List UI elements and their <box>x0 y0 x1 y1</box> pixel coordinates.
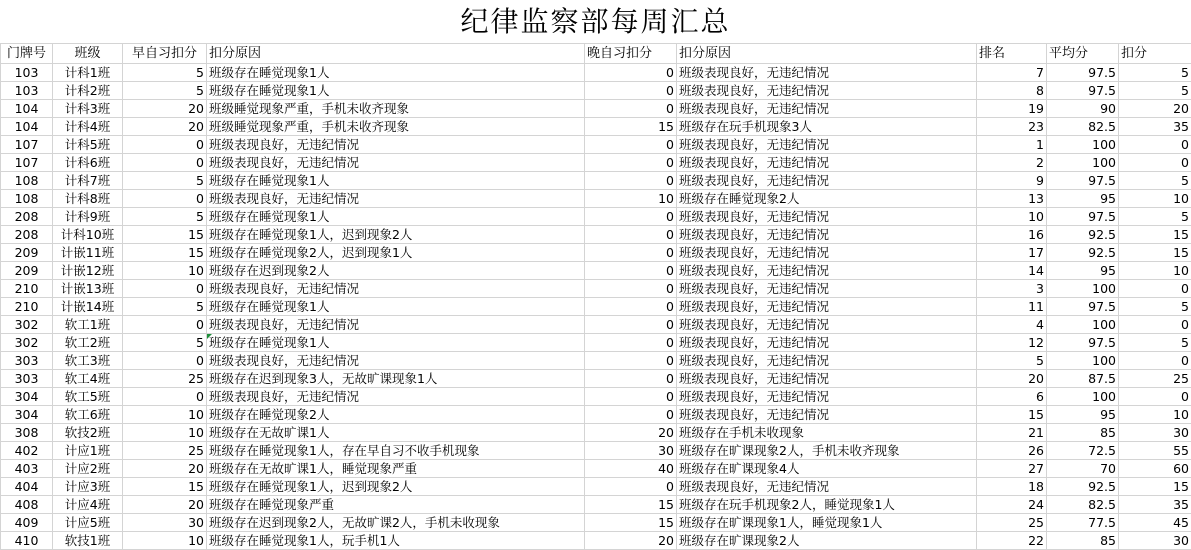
evening-reason-cell[interactable]: 班级存在旷课现象2人，手机未收齐现象 <box>677 442 977 460</box>
evening-deduction-cell[interactable]: 15 <box>585 118 677 136</box>
class-name-cell[interactable]: 软工4班 <box>53 370 123 388</box>
morning-reason-cell[interactable]: 班级存在迟到现象2人，无故旷课2人，手机未收现象 <box>207 514 585 532</box>
room-number-cell[interactable]: 410 <box>1 532 53 550</box>
evening-deduction-cell[interactable]: 0 <box>585 64 677 82</box>
morning-deduction-cell[interactable]: 25 <box>123 370 207 388</box>
total-deduction-cell[interactable]: 5 <box>1119 334 1191 352</box>
evening-deduction-cell[interactable]: 0 <box>585 136 677 154</box>
room-header[interactable]: 门牌号 <box>1 44 53 64</box>
rank-cell[interactable]: 10 <box>977 208 1047 226</box>
rank-cell[interactable]: 16 <box>977 226 1047 244</box>
total-deduction-cell[interactable]: 10 <box>1119 262 1191 280</box>
table-row <box>1 532 1191 550</box>
table-row <box>1 100 1191 118</box>
morning-deduction-cell[interactable]: 15 <box>123 226 207 244</box>
evening-deduction-cell[interactable]: 0 <box>585 172 677 190</box>
rank-cell[interactable]: 12 <box>977 334 1047 352</box>
evening-reason-cell[interactable]: 班级存在旷课现象4人 <box>677 460 977 478</box>
table-row <box>1 244 1191 262</box>
evening-deduction-cell[interactable]: 0 <box>585 280 677 298</box>
class-name-cell[interactable]: 软工6班 <box>53 406 123 424</box>
morning-reason-cell[interactable]: 班级存在迟到现象3人，无故旷课现象1人 <box>207 370 585 388</box>
average-score-cell[interactable]: 90 <box>1047 100 1119 118</box>
morning-reason-cell[interactable]: 班级存在睡觉现象1人 <box>207 334 585 352</box>
morning-reason-cell[interactable]: 班级表现良好，无违纪情况 <box>207 136 585 154</box>
total-deduction-cell[interactable]: 55 <box>1119 442 1191 460</box>
table-row <box>1 226 1191 244</box>
morning-deduction-cell[interactable]: 15 <box>123 478 207 496</box>
morning-reason-cell[interactable]: 班级存在睡觉现象严重 <box>207 496 585 514</box>
room-number-cell[interactable]: 208 <box>1 226 53 244</box>
morning-reason-cell[interactable]: 班级存在睡觉现象1人 <box>207 298 585 316</box>
evening-deduction-cell[interactable]: 0 <box>585 226 677 244</box>
room-number-cell[interactable]: 107 <box>1 136 53 154</box>
morning-reason-cell[interactable]: 班级表现良好，无违纪情况 <box>207 190 585 208</box>
total-deduction-cell[interactable]: 0 <box>1119 280 1191 298</box>
class-name-cell[interactable]: 计科2班 <box>53 82 123 100</box>
evening-deduction-cell[interactable]: 40 <box>585 460 677 478</box>
room-number-cell[interactable]: 103 <box>1 82 53 100</box>
rank-cell[interactable]: 5 <box>977 352 1047 370</box>
rank-cell[interactable]: 4 <box>977 316 1047 334</box>
total-deduction-cell[interactable]: 35 <box>1119 118 1191 136</box>
total-deduction-cell[interactable]: 0 <box>1119 388 1191 406</box>
evening-deduction-cell[interactable]: 30 <box>585 442 677 460</box>
class-name-cell[interactable]: 计应1班 <box>53 442 123 460</box>
rank-header[interactable]: 排名 <box>977 44 1047 64</box>
table-row <box>1 316 1191 334</box>
table-row <box>1 190 1191 208</box>
morning-reason-cell[interactable]: 班级表现良好，无违纪情况 <box>207 388 585 406</box>
rank-cell[interactable]: 24 <box>977 496 1047 514</box>
total-deduction-cell[interactable]: 60 <box>1119 460 1191 478</box>
evening-reason-cell[interactable]: 班级表现良好，无违纪情况 <box>677 244 977 262</box>
class-name-cell[interactable]: 计科3班 <box>53 100 123 118</box>
total-deduction-cell[interactable]: 0 <box>1119 316 1191 334</box>
morning-deduction-cell[interactable]: 0 <box>123 136 207 154</box>
table-row <box>1 136 1191 154</box>
morning-reason-cell[interactable]: 班级存在睡觉现象1人，玩手机1人 <box>207 532 585 550</box>
morning-deduction-cell[interactable]: 5 <box>123 64 207 82</box>
room-number-cell[interactable]: 104 <box>1 100 53 118</box>
morning-reason-cell[interactable]: 班级存在迟到现象2人 <box>207 262 585 280</box>
morning-deduction-cell[interactable]: 10 <box>123 262 207 280</box>
evening-reason-cell[interactable]: 班级表现良好，无违纪情况 <box>677 82 977 100</box>
evening-reason-cell[interactable]: 班级表现良好，无违纪情况 <box>677 136 977 154</box>
morning-deduction-cell[interactable]: 20 <box>123 460 207 478</box>
evening-reason-cell[interactable]: 班级存在手机未收现象 <box>677 424 977 442</box>
morning-deduction-cell[interactable]: 5 <box>123 172 207 190</box>
evening-reason-cell[interactable]: 班级表现良好，无违纪情况 <box>677 352 977 370</box>
evening-reason-cell[interactable]: 班级表现良好，无违纪情况 <box>677 406 977 424</box>
rank-cell[interactable]: 19 <box>977 100 1047 118</box>
average-score-cell[interactable]: 85 <box>1047 532 1119 550</box>
table-row <box>1 118 1191 136</box>
table-row <box>1 442 1191 460</box>
class-name-cell[interactable]: 计科9班 <box>53 208 123 226</box>
class-name-cell[interactable]: 计科5班 <box>53 136 123 154</box>
rank-cell[interactable]: 7 <box>977 64 1047 82</box>
total-deduction-cell[interactable]: 15 <box>1119 244 1191 262</box>
evening-deduction-cell[interactable]: 0 <box>585 208 677 226</box>
morning-reason-cell[interactable]: 班级表现良好，无违纪情况 <box>207 154 585 172</box>
evening-reason-header[interactable]: 扣分原因 <box>677 44 977 64</box>
average-score-cell[interactable]: 82.5 <box>1047 496 1119 514</box>
total-deduction-cell[interactable]: 35 <box>1119 496 1191 514</box>
average-score-cell[interactable]: 92.5 <box>1047 478 1119 496</box>
average-score-cell[interactable]: 85 <box>1047 424 1119 442</box>
table-row <box>1 64 1191 82</box>
class-name-cell[interactable]: 计科6班 <box>53 154 123 172</box>
total-deduction-cell[interactable]: 15 <box>1119 478 1191 496</box>
rank-cell[interactable]: 14 <box>977 262 1047 280</box>
evening-deduction-cell[interactable]: 0 <box>585 82 677 100</box>
average-score-cell[interactable]: 100 <box>1047 316 1119 334</box>
sheet-title: 纪律监察部每周汇总 <box>0 0 1191 44</box>
total-deduction-cell[interactable]: 30 <box>1119 532 1191 550</box>
average-score-cell[interactable]: 72.5 <box>1047 442 1119 460</box>
morning-deduction-cell[interactable]: 20 <box>123 118 207 136</box>
evening-deduction-cell[interactable]: 0 <box>585 478 677 496</box>
morning-deduction-cell[interactable]: 5 <box>123 82 207 100</box>
evening-reason-cell[interactable]: 班级存在睡觉现象2人 <box>677 190 977 208</box>
total-deduction-cell[interactable]: 45 <box>1119 514 1191 532</box>
average-score-cell[interactable]: 100 <box>1047 352 1119 370</box>
class-name-cell[interactable]: 计嵌12班 <box>53 262 123 280</box>
morning-deduction-cell[interactable]: 10 <box>123 406 207 424</box>
room-number-cell[interactable]: 304 <box>1 388 53 406</box>
room-number-cell[interactable]: 409 <box>1 514 53 532</box>
class-name-cell[interactable]: 计嵌11班 <box>53 244 123 262</box>
room-number-cell[interactable]: 402 <box>1 442 53 460</box>
rank-cell[interactable]: 18 <box>977 478 1047 496</box>
morning-reason-cell[interactable]: 班级睡觉现象严重，手机未收齐现象 <box>207 118 585 136</box>
table-row <box>1 388 1191 406</box>
evening-reason-cell[interactable]: 班级存在玩手机现象2人，睡觉现象1人 <box>677 496 977 514</box>
evening-deduction-cell[interactable]: 10 <box>585 190 677 208</box>
total-deduction-cell[interactable]: 5 <box>1119 172 1191 190</box>
average-score-cell[interactable]: 97.5 <box>1047 64 1119 82</box>
room-number-cell[interactable]: 209 <box>1 262 53 280</box>
room-number-cell[interactable]: 208 <box>1 208 53 226</box>
average-header[interactable]: 平均分 <box>1047 44 1119 64</box>
average-score-cell[interactable]: 100 <box>1047 136 1119 154</box>
table-row <box>1 424 1191 442</box>
rank-cell[interactable]: 6 <box>977 388 1047 406</box>
morning-reason-header[interactable]: 扣分原因 <box>207 44 585 64</box>
evening-reason-cell[interactable]: 班级表现良好，无违纪情况 <box>677 64 977 82</box>
rank-cell[interactable]: 8 <box>977 82 1047 100</box>
rank-cell[interactable]: 22 <box>977 532 1047 550</box>
total-deduction-cell[interactable]: 5 <box>1119 64 1191 82</box>
morning-deduction-cell[interactable]: 0 <box>123 154 207 172</box>
average-score-cell[interactable]: 97.5 <box>1047 172 1119 190</box>
room-number-cell[interactable]: 302 <box>1 334 53 352</box>
table-row <box>1 82 1191 100</box>
morning-reason-cell[interactable]: 班级睡觉现象严重，手机未收齐现象 <box>207 100 585 118</box>
evening-deduction-cell[interactable]: 0 <box>585 334 677 352</box>
summary-table <box>0 43 1191 550</box>
average-score-cell[interactable]: 100 <box>1047 154 1119 172</box>
class-name-cell[interactable]: 计科10班 <box>53 226 123 244</box>
table-row <box>1 352 1191 370</box>
room-number-cell[interactable]: 108 <box>1 172 53 190</box>
morning-deduction-cell[interactable]: 25 <box>123 442 207 460</box>
average-score-cell[interactable]: 77.5 <box>1047 514 1119 532</box>
class-name-cell[interactable]: 软技2班 <box>53 424 123 442</box>
morning-reason-cell[interactable]: 班级存在睡觉现象1人 <box>207 208 585 226</box>
rank-cell[interactable]: 1 <box>977 136 1047 154</box>
total-deduction-cell[interactable]: 20 <box>1119 100 1191 118</box>
class-name-cell[interactable]: 计科7班 <box>53 172 123 190</box>
total-deduction-cell[interactable]: 30 <box>1119 424 1191 442</box>
rank-cell[interactable]: 26 <box>977 442 1047 460</box>
table-row <box>1 208 1191 226</box>
class-name-cell[interactable]: 计科4班 <box>53 118 123 136</box>
class-name-cell[interactable]: 计嵌14班 <box>53 298 123 316</box>
morning-deduction-cell[interactable]: 0 <box>123 190 207 208</box>
room-number-cell[interactable]: 304 <box>1 406 53 424</box>
morning-deduction-cell[interactable]: 20 <box>123 496 207 514</box>
rank-cell[interactable]: 21 <box>977 424 1047 442</box>
evening-deduction-cell[interactable]: 0 <box>585 244 677 262</box>
evening-deduction-cell[interactable]: 0 <box>585 154 677 172</box>
total-deduction-cell[interactable]: 0 <box>1119 352 1191 370</box>
morning-deduction-cell[interactable]: 30 <box>123 514 207 532</box>
rank-cell[interactable]: 25 <box>977 514 1047 532</box>
morning-deduction-cell[interactable]: 0 <box>123 280 207 298</box>
evening-reason-cell[interactable]: 班级表现良好，无违纪情况 <box>677 208 977 226</box>
evening-reason-cell[interactable]: 班级表现良好，无违纪情况 <box>677 226 977 244</box>
class-header[interactable]: 班级 <box>53 44 123 64</box>
average-score-cell[interactable]: 82.5 <box>1047 118 1119 136</box>
morning-deduction-cell[interactable]: 5 <box>123 334 207 352</box>
morning-reason-cell[interactable]: 班级表现良好，无违纪情况 <box>207 280 585 298</box>
evening-reason-cell[interactable]: 班级表现良好，无违纪情况 <box>677 370 977 388</box>
morning-reason-cell[interactable]: 班级存在睡觉现象2人，迟到现象1人 <box>207 244 585 262</box>
table-row <box>1 460 1191 478</box>
average-score-cell[interactable]: 97.5 <box>1047 298 1119 316</box>
evening-reason-cell[interactable]: 班级表现良好，无违纪情况 <box>677 262 977 280</box>
evening-deduction-cell[interactable]: 0 <box>585 388 677 406</box>
header-row <box>1 44 1191 64</box>
class-name-cell[interactable]: 计嵌13班 <box>53 280 123 298</box>
room-number-cell[interactable]: 209 <box>1 244 53 262</box>
evening-deduction-cell[interactable]: 15 <box>585 496 677 514</box>
morning-reason-cell[interactable]: 班级存在睡觉现象1人 <box>207 82 585 100</box>
room-number-cell[interactable]: 403 <box>1 460 53 478</box>
room-number-cell[interactable]: 408 <box>1 496 53 514</box>
class-name-cell[interactable]: 软工2班 <box>53 334 123 352</box>
evening-deduction-cell[interactable]: 0 <box>585 406 677 424</box>
evening-reason-cell[interactable]: 班级表现良好，无违纪情况 <box>677 478 977 496</box>
evening-reason-cell[interactable]: 班级存在玩手机现象3人 <box>677 118 977 136</box>
evening-reason-cell[interactable]: 班级表现良好，无违纪情况 <box>677 172 977 190</box>
room-number-cell[interactable]: 107 <box>1 154 53 172</box>
rank-cell[interactable]: 27 <box>977 460 1047 478</box>
class-name-cell[interactable]: 计应4班 <box>53 496 123 514</box>
morning-deduction-cell[interactable]: 20 <box>123 100 207 118</box>
table-row <box>1 172 1191 190</box>
rank-cell[interactable]: 11 <box>977 298 1047 316</box>
morning-reason-cell[interactable]: 班级表现良好，无违纪情况 <box>207 352 585 370</box>
evening-reason-cell[interactable]: 班级表现良好，无违纪情况 <box>677 388 977 406</box>
total-deduction-cell[interactable]: 5 <box>1119 298 1191 316</box>
room-number-cell[interactable]: 104 <box>1 118 53 136</box>
rank-cell[interactable]: 17 <box>977 244 1047 262</box>
total-deduction-cell[interactable]: 10 <box>1119 190 1191 208</box>
average-score-cell[interactable]: 95 <box>1047 406 1119 424</box>
evening-deduction-cell[interactable]: 0 <box>585 370 677 388</box>
evening-reason-cell[interactable]: 班级表现良好，无违纪情况 <box>677 154 977 172</box>
average-score-cell[interactable]: 100 <box>1047 388 1119 406</box>
evening-reason-cell[interactable]: 班级存在旷课现象1人，睡觉现象1人 <box>677 514 977 532</box>
evening-deduction-cell[interactable]: 0 <box>585 262 677 280</box>
average-score-cell[interactable]: 87.5 <box>1047 370 1119 388</box>
class-name-cell[interactable]: 软工3班 <box>53 352 123 370</box>
class-name-cell[interactable]: 计应5班 <box>53 514 123 532</box>
room-number-cell[interactable]: 210 <box>1 280 53 298</box>
total-deduction-cell[interactable]: 0 <box>1119 136 1191 154</box>
morning-reason-cell[interactable]: 班级存在睡觉现象1人 <box>207 172 585 190</box>
average-score-cell[interactable]: 92.5 <box>1047 226 1119 244</box>
total-deduction-cell[interactable]: 0 <box>1119 154 1191 172</box>
average-score-cell[interactable]: 97.5 <box>1047 82 1119 100</box>
evening-reason-cell[interactable]: 班级存在旷课现象2人 <box>677 532 977 550</box>
average-score-cell[interactable]: 97.5 <box>1047 208 1119 226</box>
morning-deduction-cell[interactable]: 5 <box>123 208 207 226</box>
class-name-cell[interactable]: 计应3班 <box>53 478 123 496</box>
morning-reason-cell[interactable]: 班级存在无故旷课1人 <box>207 424 585 442</box>
evening-deduction-cell[interactable]: 0 <box>585 352 677 370</box>
evening-deduction-cell[interactable]: 20 <box>585 424 677 442</box>
morning-reason-cell[interactable]: 班级存在睡觉现象2人 <box>207 406 585 424</box>
class-name-cell[interactable]: 计应2班 <box>53 460 123 478</box>
morning-deduction-cell[interactable]: 0 <box>123 388 207 406</box>
room-number-cell[interactable]: 103 <box>1 64 53 82</box>
table-row <box>1 406 1191 424</box>
total-deduction-cell[interactable]: 5 <box>1119 208 1191 226</box>
table-row <box>1 154 1191 172</box>
evening-deduction-header[interactable]: 晚自习扣分 <box>585 44 677 64</box>
rank-cell[interactable]: 23 <box>977 118 1047 136</box>
average-score-cell[interactable]: 100 <box>1047 280 1119 298</box>
evening-deduction-cell[interactable]: 20 <box>585 532 677 550</box>
average-score-cell[interactable]: 97.5 <box>1047 334 1119 352</box>
morning-reason-cell[interactable]: 班级存在睡觉现象1人，迟到现象2人 <box>207 478 585 496</box>
rank-cell[interactable]: 3 <box>977 280 1047 298</box>
table-row <box>1 334 1191 352</box>
morning-deduction-header[interactable]: 早自习扣分 <box>123 44 207 64</box>
evening-reason-cell[interactable]: 班级表现良好，无违纪情况 <box>677 280 977 298</box>
room-number-cell[interactable]: 302 <box>1 316 53 334</box>
table-row <box>1 370 1191 388</box>
average-score-cell[interactable]: 70 <box>1047 460 1119 478</box>
evening-reason-cell[interactable]: 班级表现良好，无违纪情况 <box>677 334 977 352</box>
morning-reason-cell[interactable]: 班级存在睡觉现象1人 <box>207 64 585 82</box>
evening-reason-cell[interactable]: 班级表现良好，无违纪情况 <box>677 100 977 118</box>
room-number-cell[interactable]: 404 <box>1 478 53 496</box>
morning-deduction-cell[interactable]: 10 <box>123 424 207 442</box>
table-row <box>1 280 1191 298</box>
rank-cell[interactable]: 2 <box>977 154 1047 172</box>
morning-deduction-cell[interactable]: 0 <box>123 352 207 370</box>
class-name-cell[interactable]: 软工5班 <box>53 388 123 406</box>
room-number-cell[interactable]: 303 <box>1 370 53 388</box>
morning-deduction-cell[interactable]: 0 <box>123 316 207 334</box>
class-name-cell[interactable]: 软技1班 <box>53 532 123 550</box>
evening-reason-cell[interactable]: 班级表现良好，无违纪情况 <box>677 298 977 316</box>
total-deduction-cell[interactable]: 5 <box>1119 82 1191 100</box>
table-row <box>1 496 1191 514</box>
class-name-cell[interactable]: 计科8班 <box>53 190 123 208</box>
class-name-cell[interactable]: 软工1班 <box>53 316 123 334</box>
rank-cell[interactable]: 13 <box>977 190 1047 208</box>
total-deduction-cell[interactable]: 25 <box>1119 370 1191 388</box>
average-score-cell[interactable]: 92.5 <box>1047 244 1119 262</box>
rank-cell[interactable]: 15 <box>977 406 1047 424</box>
room-number-cell[interactable]: 210 <box>1 298 53 316</box>
evening-deduction-cell[interactable]: 0 <box>585 316 677 334</box>
deduction-header[interactable]: 扣分 <box>1119 44 1191 64</box>
morning-reason-cell[interactable]: 班级存在睡觉现象1人，迟到现象2人 <box>207 226 585 244</box>
rank-cell[interactable]: 9 <box>977 172 1047 190</box>
total-deduction-cell[interactable]: 10 <box>1119 406 1191 424</box>
morning-reason-cell[interactable]: 班级存在睡觉现象1人，存在早自习不收手机现象 <box>207 442 585 460</box>
evening-reason-cell[interactable]: 班级表现良好，无违纪情况 <box>677 316 977 334</box>
rank-cell[interactable]: 20 <box>977 370 1047 388</box>
table-row <box>1 262 1191 280</box>
morning-reason-cell[interactable]: 班级存在无故旷课1人，睡觉现象严重 <box>207 460 585 478</box>
room-number-cell[interactable]: 108 <box>1 190 53 208</box>
class-name-cell[interactable]: 计科1班 <box>53 64 123 82</box>
morning-deduction-cell[interactable]: 15 <box>123 244 207 262</box>
room-number-cell[interactable]: 308 <box>1 424 53 442</box>
morning-deduction-cell[interactable]: 10 <box>123 532 207 550</box>
morning-deduction-cell[interactable]: 5 <box>123 298 207 316</box>
table-row <box>1 478 1191 496</box>
evening-deduction-cell[interactable]: 0 <box>585 298 677 316</box>
room-number-cell[interactable]: 303 <box>1 352 53 370</box>
evening-deduction-cell[interactable]: 0 <box>585 100 677 118</box>
total-deduction-cell[interactable]: 15 <box>1119 226 1191 244</box>
average-score-cell[interactable]: 95 <box>1047 262 1119 280</box>
average-score-cell[interactable]: 95 <box>1047 190 1119 208</box>
table-row <box>1 298 1191 316</box>
morning-reason-cell[interactable]: 班级表现良好，无违纪情况 <box>207 316 585 334</box>
evening-deduction-cell[interactable]: 15 <box>585 514 677 532</box>
table-row <box>1 514 1191 532</box>
